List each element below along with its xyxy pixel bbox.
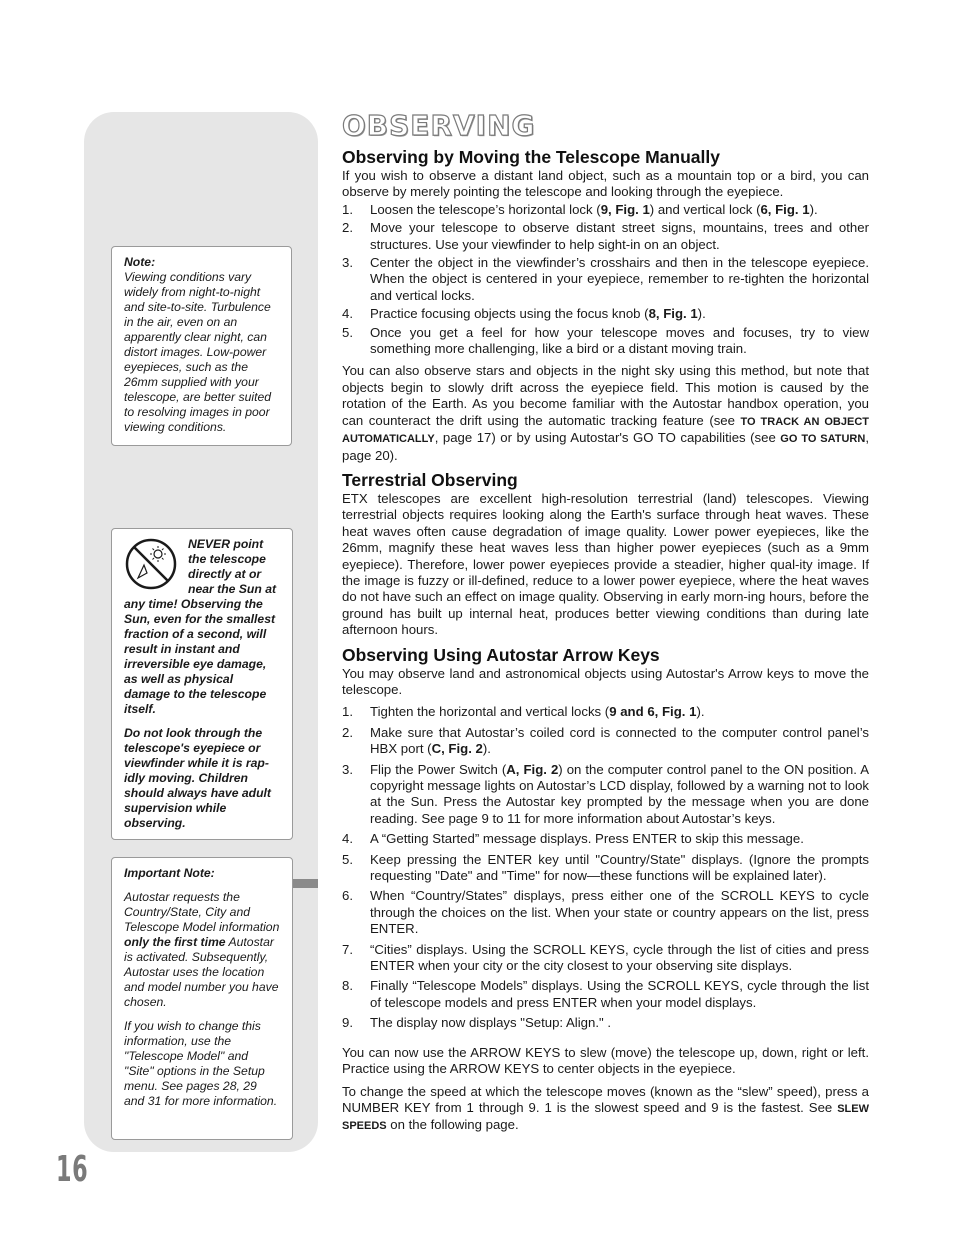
list-item: 1. Loosen the telescope’s horizontal lock (9, Fig. 1) and vertical lock (6, Fig. 1).: [342, 201, 818, 217]
list-item: 7. “Cities” displays. Using the SCROLL KEYS, cycle through the list of cities and press ENTER when your city or the city closest to your observing site displays.: [342, 941, 869, 974]
section1-steps: [342, 202, 869, 358]
list-item: 3. Center the object in the viewfinder’s crosshairs and then in the telescope eyepiece. When the object is centered in your eyepiece, remember to re-tighten the horizontal and vertical locks.: [342, 255, 869, 303]
important-note-text-2: If you wish to change this information, use the "Telescope Model" and "Site" options in the Setup menu. See pages 28, 29 and 31 for more information.: [124, 1019, 278, 1108]
important-note-text: Autostar requests the Country/State, City and Telescope Model information only the first time Autostar is activated. Subsequently, Autostar uses the location and model number you have chosen.: [124, 890, 280, 1009]
no-sun-icon: [124, 537, 178, 591]
list-item: 2. Move your telescope to observe distant street signs, mountains, trees and other structures. Use your viewfinder to help sight-in on an object.: [342, 220, 869, 252]
list-item: 2. Make sure that Autostar’s coiled cord is connected to the computer control panel’s HBX port (C, Fig. 2).: [342, 724, 869, 757]
note-box: [111, 246, 292, 446]
important-note-box: [111, 857, 293, 1140]
section1-paragraph: You can also observe stars and objects in the night sky using this method, but note that objects begin to slowly drift across the eyepiece field. This motion is caused by the rotation of the Earth. As you become familiar with the Autostar handbox operation, you can counteract the drift using the automatic tracking feature (see TO TRACK AN OBJECT AUTOMATICALLY, page 17) or by using Autostar's GO TO capabilities (see GO TO SATURN, page 20).: [342, 363, 869, 463]
list-item: 5. Once you get a feel for how your telescope moves and focuses, try to view something more challenging, like a bird or a distant moving train.: [342, 324, 869, 357]
section-heading-manual: Observing by Moving the Telescope Manually: [342, 147, 720, 167]
section3-paragraph-1: You can now use the ARROW KEYS to slew (move) the telescope up, down, right or left. Practice using the ARROW KEYS to center objects in the eyepiece.: [342, 1044, 869, 1077]
list-item: 8. Finally “Telescope Models” displays. Using the SCROLL KEYS, cycle through the list of telescope models and press ENTER when your model displays.: [342, 978, 869, 1010]
list-item: 5. Keep pressing the ENTER key until "Country/State" displays. (Ignore the prompts requesting "Date" and "Time" for now—these functions will be explained later).: [342, 851, 869, 884]
page-number: 16: [56, 1149, 89, 1190]
list-item: 4. A “Getting Started” message displays. Press ENTER to skip this message.: [342, 831, 804, 847]
list-item: 3. Flip the Power Switch (A, Fig. 2) on the computer control panel to the ON position. A copyright message lights on Autostar’s LCD display, followed by a warning not to look at the Sun. Press the Autostar key prompted by the message when you are done reading. See page 9 to 11 for more information about Autostar’s keys.: [342, 761, 869, 826]
note-heading: Note:: [124, 255, 156, 269]
page-title: OBSERVING: [342, 109, 536, 142]
section3-steps: [342, 704, 869, 1031]
list-item: 4. Practice focusing objects using the focus knob (8, Fig. 1).: [342, 306, 706, 322]
section3-paragraph-2: To change the speed at which the telescope moves (known as the “slew” speed), press a NUMBER KEY from 1 through 9. 1 is the slowest speed and 9 is the fastest. See SLEW SPEEDS on the following page.: [342, 1083, 869, 1133]
list-item: 9. The display now displays "Setup: Align." .: [342, 1015, 612, 1031]
sun-warning-box: [111, 528, 293, 840]
main-content: [342, 108, 869, 1135]
list-item: 1. Tighten the horizontal and vertical locks (9 and 6, Fig. 1).: [342, 704, 705, 720]
section3-intro: You may observe land and astronomical objects using Autostar's Arrow keys to move the telescope.: [342, 665, 869, 697]
list-item: 6. When “Country/States” displays, press either one of the SCROLL KEYS to cycle through the choices on the list. When your state or country appears on the list, press ENTER.: [342, 888, 869, 937]
important-note-heading: Important Note:: [124, 866, 215, 880]
section-heading-terrestrial: Terrestrial Observing: [342, 469, 518, 490]
section2-text: ETX telescopes are excellent high-resolution terrestrial (land) telescopes. Viewing terrestrial objects requires looking along the Earth's surface through heat waves. These heat waves often cause degradation of image quality. Lower power eyepieces, like the 26mm, magnify these heat waves less than higher power eyepieces (such as a 9mm eyepiece). Therefore, lower power eyepieces provide a steadier, higher qual-ity image. If the image is fuzzy or ill-defined, reduce to a lower power eyepiece, where the heat waves do not have such an effect on image quality. Observing in early morn-ing hours, before the ground has built up internal heat, produces better viewing conditions than during late afternoon hours.: [342, 490, 869, 638]
section-heading-arrow-keys: Observing Using Autostar Arrow Keys: [342, 644, 660, 665]
warning-text-2: Do not look through the telescope's eyepiece or viewfinder while it is rap-idly moving. Children should always have adult supervision while observing.: [124, 726, 271, 830]
warning-text: NEVER point the telescope directly at or near the Sun at any time! Observing the Sun, even for the smallest fraction of a second, will result in instant and irreversible eye damage, as well as physical damage to the telescope itself.: [124, 537, 277, 716]
section1-intro: If you wish to observe a distant land object, such as a mountain top or a bird, you can observe by merely pointing the telescope and looking through the eyepiece.: [342, 168, 869, 200]
page-tab-marker: [293, 879, 318, 888]
note-text: Viewing conditions vary widely from night-to-night and site-to-site. Turbulence in the air, even on an apparently clear night, can distort images. Low-power eyepieces, such as the 26mm supplied with your telescope, are better suited to resolving images in poor viewing conditions.: [124, 270, 272, 434]
